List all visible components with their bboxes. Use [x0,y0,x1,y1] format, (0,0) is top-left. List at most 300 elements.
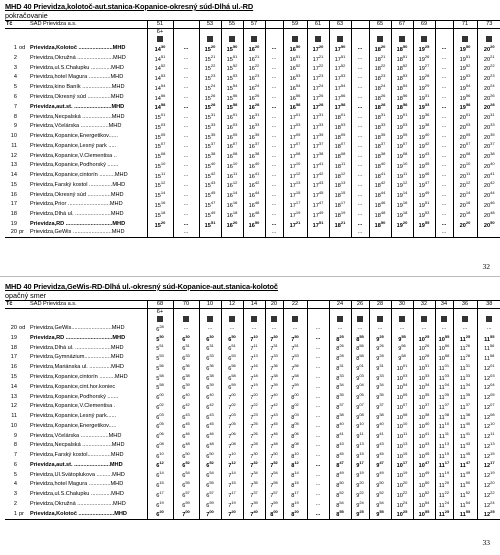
symbol-cell [413,309,435,317]
time-cell: $7^{59}$ [265,500,283,510]
time-cell: ... [435,122,453,132]
row-number: 18 [10,211,17,218]
table-row [5,382,500,392]
time-cell: $17^{50}$ [329,44,351,54]
time-cell: $12^{15}$ [477,451,500,461]
time-cell: $9^{55}$ [391,334,413,344]
stop-name: Prievidza,Gymnázium.................MHD [30,354,124,361]
row-number: 19 [10,220,17,227]
time-cell: $18^{26}$ [369,93,391,103]
bus-symbol-icon [369,316,391,323]
time-cell: $19^{53}$ [453,73,477,83]
time-cell: $7^{10}$ [243,334,265,344]
time-cell: $19^{05}$ [391,132,413,142]
time-cell: ... [173,93,199,103]
time-cell: ... [173,180,199,190]
time-cell: $10^{08}$ [391,412,413,422]
time-cell: $6^{58}$ [221,373,243,383]
time-cell: ... [173,102,199,112]
header-trip-number [351,21,369,29]
time-cell: ... [435,200,453,210]
time-cell: $15^{50}$ [221,44,243,54]
time-cell: $16^{11}$ [221,171,243,181]
time-cell: $8^{28}$ [329,353,351,363]
time-cell: $18^{21}$ [369,54,391,64]
time-cell: ... [351,54,369,64]
time-cell: $9^{52}$ [369,490,391,500]
time-cell: $8^{47}$ [329,460,351,470]
time-cell: $15^{31}$ [199,112,221,122]
time-cell: ... [435,112,453,122]
time-cell: $6^{10}$ [147,451,173,461]
time-cell: $18^{41}$ [369,171,391,181]
time-cell: ... [307,460,329,470]
table-row [5,229,500,237]
time-cell: $7^{40}$ [243,509,265,519]
blank [29,316,147,323]
time-cell: $15^{58}$ [221,102,243,112]
time-cell: $18^{50}$ [391,44,413,54]
bus-symbol-icon [265,36,283,43]
time-cell: $7^{30}$ [265,334,283,344]
time-cell: $7^{16}$ [243,363,265,373]
bus-symbol-icon [283,316,307,323]
header-blank [18,301,29,309]
time-cell: $7^{12}$ [221,460,243,470]
time-cell: $9^{50}$ [369,480,391,490]
time-cell: $15^{51}$ [221,54,243,64]
table-row [5,63,500,73]
time-cell: $7^{00}$ [173,509,199,519]
table-row [5,171,500,181]
header-trip-number: 32 [413,301,435,309]
time-cell: $15^{11}$ [147,171,173,181]
time-cell: $17^{21}$ [307,54,329,64]
time-cell: $10^{24}$ [391,500,413,510]
time-cell: $18^{50}$ [369,220,391,230]
time-cell: ... [243,324,265,334]
time-cell: ... [351,102,369,112]
time-cell [221,229,243,237]
table-row [5,190,500,200]
header-trip-number: 20 [265,301,283,309]
time-cell: $7^{11}$ [243,343,265,353]
table-row [5,490,500,500]
time-cell: ... [265,180,283,190]
symbol-cell [351,309,369,317]
time-cell: $17^{22}$ [307,63,329,73]
blank [5,29,18,37]
time-cell: $11^{24}$ [435,500,453,510]
time-cell: $10^{13}$ [391,441,413,451]
bus-symbol-icon [221,36,243,43]
row-flag [18,500,29,510]
stop-name: Prievidza,Ul.Svätoplukova ..........MHD [30,471,125,478]
time-cell: ... [173,200,199,210]
row-flag [18,83,29,93]
time-cell: $19^{36}$ [413,112,435,122]
time-cell: $19^{50}$ [453,44,477,54]
stop-name: Prievidza,Kopanice,cintorín ..........MHD [30,172,128,179]
time-cell: $10^{10}$ [391,421,413,431]
time-cell: $6^{52}$ [173,460,199,470]
time-cell: $12^{03}$ [477,373,500,383]
time-cell: $11^{04}$ [435,382,453,392]
time-cell: $19^{11}$ [391,171,413,181]
time-cell: ... [351,190,369,200]
time-cell: $6^{31}$ [173,343,199,353]
time-cell: $15^{43}$ [199,180,221,190]
row-number: 17 [10,201,17,208]
time-cell: $5^{51}$ [147,343,173,353]
time-cell: $10^{40}$ [413,421,435,431]
time-cell: $6^{36}$ [173,363,199,373]
time-cell: $11^{33}$ [453,373,477,383]
time-cell: $16^{44}$ [243,190,265,200]
time-cell: $17^{10}$ [283,161,307,171]
time-cell: ... [307,363,329,373]
symbol-cell [173,309,199,317]
time-cell: ... [265,324,283,334]
time-cell: ... [265,220,283,230]
header-company: SAD Prievidza a.s. [29,21,147,29]
stop-name: Prievidza,Dlhá ul. .......................MHD [30,344,124,351]
time-cell [391,229,413,237]
time-cell: $20^{35}$ [477,132,500,142]
time-cell: $7^{31}$ [265,343,283,353]
time-cell: $7^{20}$ [243,392,265,402]
blank [18,29,29,37]
time-cell: $20^{12}$ [453,180,477,190]
time-cell: $17^{31}$ [307,112,329,122]
time-cell: $17^{01}$ [283,112,307,122]
bus-symbol-icon [265,316,283,323]
time-cell: ... [413,324,435,334]
symbol-cell: 6+ [147,29,173,37]
time-cell: $9^{47}$ [369,460,391,470]
time-cell: $18^{05}$ [329,132,351,142]
bus-symbol-icon [173,36,199,43]
time-cell: $5^{58}$ [147,373,173,383]
header-trip-number [435,21,453,29]
time-cell: $6^{43}$ [173,412,199,422]
row-flag [18,441,29,451]
time-cell: $7^{52}$ [265,460,283,470]
time-cell: $19^{45}$ [413,161,435,171]
time-cell: $9^{33}$ [369,373,391,383]
time-cell: ... [173,141,199,151]
page-number-top: 32 [482,262,490,271]
time-cell: $16^{37}$ [243,141,265,151]
time-cell: $12^{22}$ [477,490,500,500]
bus-symbol-icon [435,36,453,43]
time-cell: $20^{18}$ [453,210,477,220]
time-cell: $8^{08}$ [283,441,307,451]
time-cell: $19^{08}$ [391,151,413,161]
time-cell: $19^{56}$ [453,93,477,103]
table-row [5,112,500,122]
time-cell: $19^{42}$ [413,141,435,151]
time-cell: $7^{50}$ [265,451,283,461]
time-cell: $5^{58}$ [147,382,173,392]
time-cell: $15^{56}$ [221,93,243,103]
row-number: 5 [13,84,17,91]
stop-name: Prievidza,hotel Magura ..............MHD [30,481,124,488]
time-cell: $8^{52}$ [329,490,351,500]
time-cell: ... [173,54,199,64]
row-number: 16 [10,191,17,198]
bus-symbol-icon [329,36,351,43]
time-cell: $8^{45}$ [329,451,351,461]
time-cell: $6^{12}$ [147,460,173,470]
table-row [5,73,500,83]
time-cell: $10^{01}$ [391,363,413,373]
row-flag [18,460,29,470]
time-cell: $20^{40}$ [477,161,500,171]
time-cell: $16^{01}$ [221,112,243,122]
time-cell: $6^{02}$ [147,402,173,412]
time-cell: $7^{39}$ [265,382,283,392]
row-number: 14 [10,172,17,179]
time-cell: $19^{55}$ [413,220,435,230]
row-number: 16 [10,364,17,371]
table-row [5,93,500,103]
time-cell: ... [435,324,453,334]
row-number: 4 [13,481,17,488]
time-cell: $20^{24}$ [477,83,500,93]
time-cell: $11^{10}$ [435,421,453,431]
time-cell: $19^{49}$ [413,190,435,200]
row-flag [18,470,29,480]
time-cell: $17^{26}$ [307,93,329,103]
bottom-subtitle: opačný smer [5,291,47,300]
time-cell: $15^{26}$ [199,93,221,103]
time-cell: $7^{00}$ [199,509,221,519]
time-cell: $17^{24}$ [307,83,329,93]
time-cell: ... [351,151,369,161]
table-row [5,141,500,151]
time-cell: $14^{58}$ [147,102,173,112]
symbol-cell [477,29,500,37]
header-trip-number: 24 [329,301,351,309]
time-cell: $11^{17}$ [435,460,453,470]
row-flag: od [19,325,26,332]
stop-name: Prievidza,Dlhá ul. .......................MHD [30,211,124,218]
time-cell: ... [435,132,453,142]
stop-name: Prievidza,GeWis .........................MHD [29,229,147,237]
time-cell: $16^{58}$ [283,102,307,112]
time-cell: $9^{49}$ [369,470,391,480]
stop-name: Prievidza,Kopanice,Podhorský ....... [30,393,119,400]
row-flag [18,171,29,181]
time-cell: ... [351,122,369,132]
time-cell: $12^{24}$ [477,500,500,510]
stop-name: Prievidza,Okresný súd ...............MHD [30,94,124,101]
time-cell: $7^{48}$ [265,441,283,451]
bus-symbol-icon [147,316,173,323]
time-cell: $6^{39}$ [173,382,199,392]
symbol-cell [435,29,453,37]
time-cell: ... [477,324,500,334]
blank [18,36,29,43]
time-cell: $19^{07}$ [391,141,413,151]
time-cell [243,229,265,237]
time-cell: $11^{15}$ [435,451,453,461]
time-cell: ... [307,451,329,461]
bus-symbol-icon [413,316,435,323]
time-cell: $20^{33}$ [477,122,500,132]
row-flag [18,210,29,220]
stop-name: Prievidza,ul.S.Chalupku .............MHD [30,64,124,71]
time-cell: $16^{48}$ [243,210,265,220]
time-cell: $19^{16}$ [391,200,413,210]
time-cell: $18^{07}$ [329,141,351,151]
time-cell: $19^{33}$ [413,102,435,112]
row-number: 11 [11,413,17,420]
time-cell: $10^{31}$ [413,363,435,373]
time-cell: $10^{49}$ [413,470,435,480]
time-cell: $16^{50}$ [283,44,307,54]
time-cell: ... [265,161,283,171]
time-cell: $19^{31}$ [413,93,435,103]
time-cell: $10^{25}$ [391,509,413,519]
row-number: 9 [13,123,17,130]
time-cell: $16^{40}$ [243,161,265,171]
time-cell: $7^{56}$ [283,363,307,373]
time-cell: $11^{13}$ [435,441,453,451]
header-trip-number: 28 [369,301,391,309]
time-cell: $19^{58}$ [453,102,477,112]
time-cell: $10^{50}$ [413,480,435,490]
time-cell: $14^{54}$ [147,83,173,93]
time-cell: $11^{38}$ [453,412,477,422]
time-cell: $9^{25}$ [369,334,391,344]
time-cell: $11^{56}$ [477,343,500,353]
time-cell: $6^{14}$ [147,470,173,480]
symbol-cell [369,309,391,317]
header-company: SAD Prievidza a.s. [29,301,147,309]
time-cell: ... [435,151,453,161]
time-cell: $10^{26}$ [413,343,435,353]
top-title: MHD 40 Prievidza,kolotoč-aut.stanica-Kopanice-okresný súd-Dlhá ul.-RD [5,2,254,11]
time-cell: $6^{54}$ [199,470,221,480]
stop-name: Prievidza,Kopanice,Podhorský ....... [30,162,119,169]
bottom-table [5,300,500,520]
time-cell: $11^{58}$ [477,353,500,363]
time-cell: ... [435,44,453,54]
time-cell: $11^{35}$ [453,392,477,402]
table-row [5,363,500,373]
symbol-cell [221,29,243,37]
time-cell: $7^{46}$ [265,431,283,441]
symbol-cell [453,309,477,317]
row-number: 19 [10,334,17,341]
row-flag [18,363,29,373]
table-header [5,301,500,309]
time-cell: $8^{50}$ [329,480,351,490]
time-cell: $8^{19}$ [283,500,307,510]
time-cell: $10^{41}$ [413,431,435,441]
time-cell: $17^{23}$ [307,73,329,83]
row-flag [18,63,29,73]
bus-symbol-icon [369,36,391,43]
time-cell: $16^{08}$ [221,151,243,161]
stop-name: Prievidza,aut.st. ........................MHD [30,103,125,110]
bottom-title: MHD 40 Prievidza,GeWis-RD-Dlhá ul.-okresný súd-Kopanice-aut.stanica-kolotoč [5,282,278,291]
header-trip-number: 55 [221,21,243,29]
row-flag [18,54,29,64]
time-cell: ... [173,132,199,142]
bottom-timetable [5,282,493,520]
time-cell: $6^{57}$ [199,490,221,500]
time-cell: $17^{37}$ [307,141,329,151]
header-trip-number: 73 [477,21,500,29]
time-cell: $16^{22}$ [243,63,265,73]
time-cell: ... [173,63,199,73]
blank [29,36,147,43]
row-flag [18,353,29,363]
time-cell: $7^{18}$ [243,373,265,383]
row-flag: pr [18,509,29,519]
time-cell: $6^{52}$ [199,460,221,470]
time-cell: ... [351,132,369,142]
time-cell: $18^{08}$ [329,151,351,161]
time-cell: $17^{53}$ [329,73,351,83]
time-cell: $20^{28}$ [477,102,500,112]
time-cell: $18^{20}$ [369,44,391,54]
time-cell: ... [435,190,453,200]
time-cell: $18^{23}$ [369,73,391,83]
row-flag [18,151,29,161]
row-number: 3 [13,491,17,498]
time-cell [413,229,435,237]
time-cell: $16^{50}$ [243,220,265,230]
time-cell: ... [351,171,369,181]
stop-name: Prievidza,Okresný súd ...............MHD [30,191,124,198]
time-cell: ... [307,324,329,334]
row-number: 2 [13,54,17,61]
time-cell: $15^{49}$ [199,210,221,220]
time-cell [283,229,307,237]
time-cell: $10^{35}$ [413,392,435,402]
time-cell: $10^{03}$ [391,373,413,383]
time-cell: $7^{35}$ [243,480,265,490]
time-cell: $11^{25}$ [435,509,453,519]
time-cell: $10^{33}$ [413,373,435,383]
time-cell: $9^{03}$ [351,373,369,383]
time-cell: $17^{17}$ [283,200,307,210]
time-cell: $11^{05}$ [435,392,453,402]
header-trip-number: 57 [243,21,265,29]
time-cell: $11^{20}$ [435,480,453,490]
time-cell: $10^{04}$ [391,382,413,392]
time-cell: $7^{55}$ [265,480,283,490]
time-cell: $11^{28}$ [453,353,477,363]
time-cell: $19^{51}$ [413,200,435,210]
time-cell: $18^{19}$ [329,210,351,220]
table-row [5,343,500,353]
time-cell: ... [307,353,329,363]
time-cell: ... [307,431,329,441]
time-cell: ... [351,44,369,54]
time-cell: $17^{47}$ [307,200,329,210]
time-cell: $20^{16}$ [453,200,477,210]
time-cell: ... [435,93,453,103]
time-cell: $9^{38}$ [369,412,391,422]
time-cell: $19^{01}$ [391,112,413,122]
time-cell: $19^{25}$ [413,44,435,54]
time-cell: $11^{55}$ [453,509,477,519]
